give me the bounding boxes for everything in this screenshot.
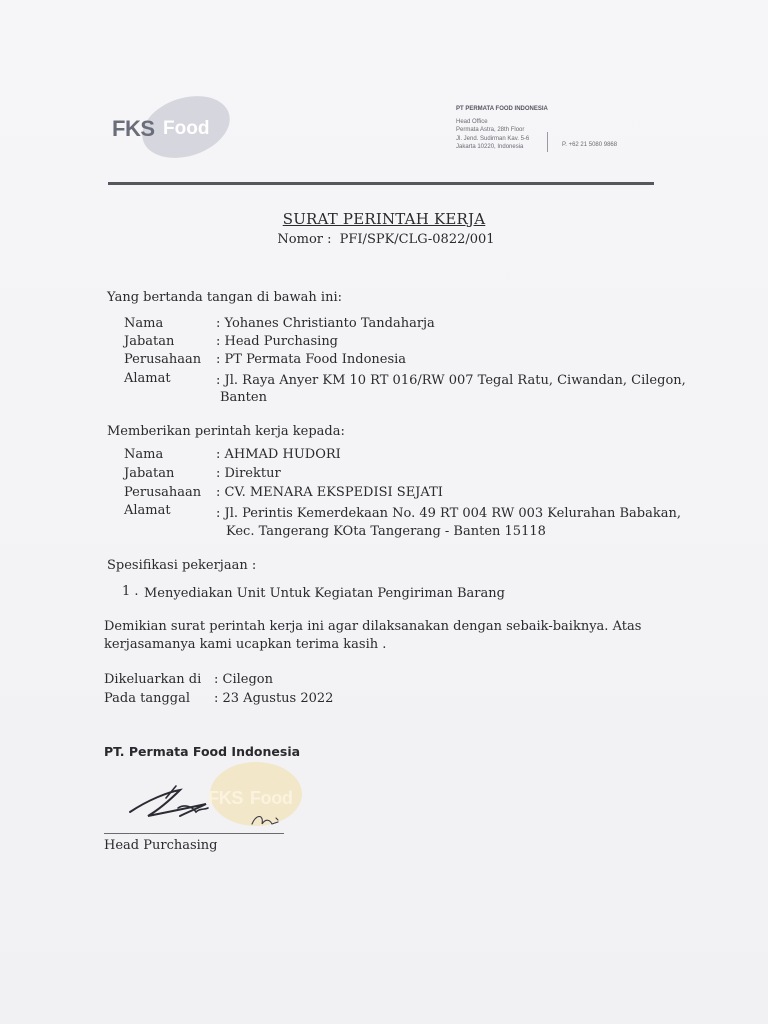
issued-date-label: Pada tanggal [104, 691, 191, 706]
document-title: SURAT PERINTAH KERJA [282, 210, 486, 228]
document-number [0, 232, 768, 247]
closing-line1: Demikian surat perintah kerja ini agar dilaksanakan dengan sebaik-baiknya. Atas [104, 619, 642, 634]
closing-line2: kerjasamanya kami ucapkan terima kasih . [104, 637, 387, 652]
spec-title: Spesifikasi pekerjaan : [107, 558, 257, 573]
recipient-perusahaan: : CV. MENARA EKSPEDISI SEJATI [216, 485, 443, 500]
signer-nama-label: Nama [124, 316, 164, 331]
signer-nama: : Yohanes Christianto Tandaharja [216, 316, 435, 331]
signer-jabatan-label: Jabatan [124, 334, 175, 349]
company-name: PT PERMATA FOOD INDONESIA [456, 106, 548, 112]
header-divider [547, 132, 548, 152]
issued-place: : Cilegon [214, 672, 273, 687]
recipient-perusahaan-label: Perusahaan [124, 485, 202, 500]
signer-alamat-line1: : Jl. Raya Anyer KM 10 RT 016/RW 007 Tegal Ratu, Ciwandan, Cilegon, [216, 373, 686, 388]
recipient-alamat-line1: : Jl. Perintis Kemerdekaan No. 49 RT 004 RW 003 Kelurahan Babakan, [216, 506, 681, 521]
recipient-intro: Memberikan perintah kerja kepada: [107, 424, 345, 439]
signer-perusahaan: : PT Permata Food Indonesia [216, 352, 407, 367]
company-logo [108, 96, 228, 166]
spec-item-text: Menyediakan Unit Untuk Kegiatan Pengiriman Barang [144, 586, 505, 601]
address-line: Permata Astra, 28th Floor [456, 127, 525, 133]
signer-alamat-line2: Banten [220, 390, 267, 405]
signer-jabatan: : Head Purchasing [216, 334, 339, 349]
recipient-alamat-line2: Kec. Tangerang KOta Tangerang - Banten 15118 [226, 524, 546, 539]
stamp-brand: FKS Food [208, 788, 293, 808]
intro-text: Yang bertanda tangan di bawah ini: [107, 290, 342, 305]
signer-alamat-label: Alamat [124, 371, 171, 386]
nomor-label: Nomor : [277, 232, 332, 247]
nomor-value: PFI/SPK/CLG-0822/001 [339, 232, 495, 247]
recipient-nama-label: Nama [124, 447, 164, 462]
recipient-jabatan: : Direktur [216, 466, 281, 481]
recipient-jabatan-label: Jabatan [124, 466, 175, 481]
address-line: Jl. Jend. Sudirman Kav. 5-6 [456, 135, 530, 142]
sign-title: Head Purchasing [104, 838, 218, 853]
address-line: Jakarta 10220, Indonesia [456, 144, 524, 150]
recipient-alamat-label: Alamat [124, 503, 171, 518]
sign-company: PT. Permata Food Indonesia [104, 744, 301, 759]
signer-perusahaan-label: Perusahaan [124, 352, 202, 367]
handwritten-signature [118, 778, 298, 838]
header-rule [108, 182, 654, 185]
spec-item-number: 1 . [122, 584, 139, 599]
company-phone: P. +62 21 5080 9868 [562, 142, 618, 148]
recipient-nama: : AHMAD HUDORI [216, 447, 341, 462]
issued-date: : 23 Agustus 2022 [214, 691, 334, 706]
company-address-block [456, 105, 656, 152]
issued-place-label: Dikeluarkan di [104, 672, 202, 687]
logo-brand: FKS [112, 116, 155, 141]
address-line: Head Office [456, 118, 488, 125]
logo-sub: Food [163, 118, 210, 139]
signature-line [104, 833, 284, 834]
